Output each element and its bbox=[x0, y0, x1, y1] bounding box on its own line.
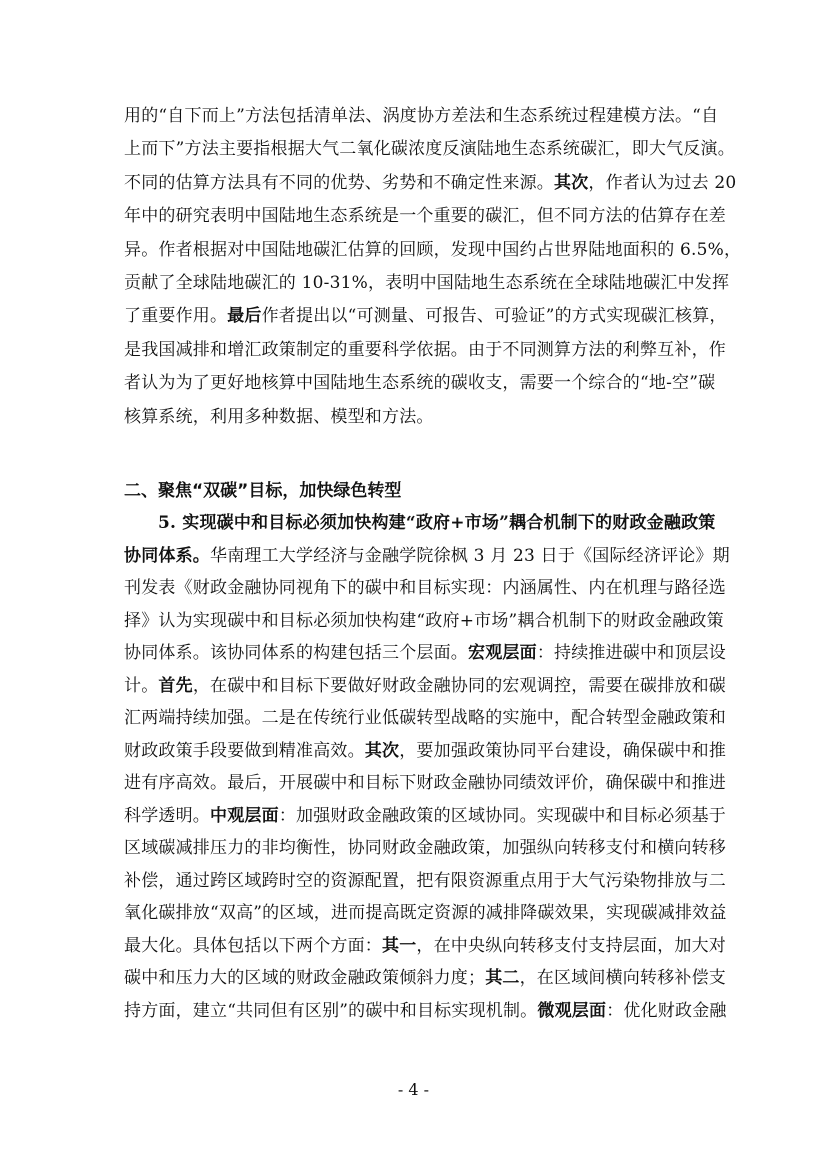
text-run: 华南理工大学经济与金融学院徐枫 3 月 23 日于《国际经济评论》期 bbox=[210, 545, 730, 566]
text-run: ，在区域间横向转移补偿支 bbox=[519, 968, 727, 988]
text-line bbox=[124, 870, 726, 893]
text-run: ：持续推进碳中和顶层设 bbox=[536, 643, 727, 663]
text-run: 协同体系。该协同体系的构建包括三个层面。 bbox=[124, 643, 468, 663]
text-run: 者认为为了更好地核算中国陆地生态系统的碳收支，需要一个综合的“地-空”碳 bbox=[124, 373, 716, 394]
text-run: ，在中央纵向转移支付支持层面，加大对 bbox=[416, 935, 727, 956]
bold-text-run: 首先 bbox=[158, 675, 193, 696]
text-line bbox=[124, 708, 726, 730]
section-heading: 二、聚焦“双碳”目标，加快绿色转型 bbox=[124, 481, 402, 501]
text-run: 是我国减排和增汇政策制定的重要科学依据。由于不同测算方法的利弊互补，作 bbox=[124, 339, 726, 360]
text-run: ，作者认为过去 20 bbox=[588, 172, 737, 193]
text-run: 汇两端持续加强。二是在传统行业低碳转型战略的实施中，配合转型金融政策和 bbox=[124, 708, 726, 728]
text-line bbox=[124, 139, 735, 161]
text-run: ，在碳中和目标下要做好财政金融协同的宏观调控，需要在碳排放和碳 bbox=[192, 675, 727, 696]
text-run: 持方面，建立“共同但有区别”的碳中和目标实现机制。 bbox=[124, 1000, 538, 1021]
bold-text-run: 5. 实现碳中和目标必须加快构建“政府+市场”耦合机制下的财政金融政策 bbox=[158, 513, 716, 533]
text-run: 贡献了全球陆地碳汇的 10-31%，表明中国陆地生态系统在全球陆地碳汇中发挥 bbox=[124, 273, 730, 293]
bold-text-run: 其二 bbox=[485, 968, 520, 988]
text-line bbox=[124, 545, 730, 568]
text-line bbox=[124, 675, 727, 698]
text-run: 刊发表《财政金融协同视角下的碳中和目标实现：内涵属性、内在机理与路径选 bbox=[124, 578, 726, 598]
text-run: 核算系统，利用多种数据、模型和方法。 bbox=[124, 406, 434, 427]
text-line bbox=[124, 643, 727, 665]
text-run: 计。 bbox=[124, 675, 159, 696]
text-line bbox=[124, 935, 727, 958]
text-line bbox=[124, 805, 727, 828]
text-run: 作者提出以“可测量、可报告、可验证”的方式实现碳汇核算， bbox=[261, 306, 727, 327]
text-run: ，要加强政策协同平台建设，确保碳中和推 bbox=[399, 740, 727, 761]
text-line bbox=[124, 1000, 727, 1023]
bold-text-run: 中观层面 bbox=[210, 805, 279, 826]
bold-text-run: 其一 bbox=[382, 935, 417, 956]
bold-text-run: 其次 bbox=[554, 172, 589, 193]
text-line bbox=[124, 407, 712, 429]
text-run: ：优化财政金融 bbox=[606, 1000, 727, 1021]
text-run: 补偿，通过跨区域跨时空的资源配置，把有限资源重点用于大气污染物排放与二 bbox=[124, 870, 726, 891]
page-number: - 4 - bbox=[397, 1080, 430, 1099]
text-run: ：加强财政金融政策的区域协同。实现碳中和目标必须基于 bbox=[278, 805, 727, 826]
text-run: 氧化碳排放“双高”的区域，进而提高既定资源的减排降碳效果，实现碳减排效益 bbox=[124, 903, 727, 923]
text-run: 碳中和压力大的区域的财政金融政策倾斜力度； bbox=[124, 968, 486, 988]
text-line bbox=[124, 273, 730, 295]
text-run: 年中的研究表明中国陆地生态系统是一个重要的碳汇，但不同方法的估算存在差 bbox=[124, 206, 726, 227]
text-line bbox=[124, 206, 726, 228]
text-line bbox=[124, 172, 737, 195]
text-line bbox=[124, 106, 719, 128]
text-line bbox=[124, 838, 726, 860]
text-run: 区域碳减排压力的非均衡性，协同财政金融政策，加强纵向转移支付和横向转移 bbox=[124, 838, 726, 858]
bold-text-run: 其次 bbox=[364, 740, 400, 761]
text-run: 最大化。具体包括以下两个方面： bbox=[124, 935, 382, 956]
bold-text-run: 微观层面 bbox=[537, 1000, 607, 1021]
text-line bbox=[124, 578, 726, 600]
text-line bbox=[124, 773, 726, 795]
text-run: 用的“自下而上”方法包括清单法、涡度协方差法和生态系统过程建模方法。“自 bbox=[124, 106, 719, 126]
text-line bbox=[124, 610, 724, 633]
text-run: 财政政策手段要做到精准高效。 bbox=[124, 740, 365, 761]
text-line bbox=[158, 513, 716, 535]
text-run: 不同的估算方法具有不同的优势、劣势和不确定性来源。 bbox=[124, 172, 554, 193]
text-run: 科学透明。 bbox=[124, 805, 210, 826]
text-line bbox=[124, 968, 727, 990]
text-line bbox=[124, 306, 727, 328]
bold-text-run: 最后 bbox=[227, 306, 262, 327]
text-line bbox=[124, 740, 727, 763]
text-run: 了重要作用。 bbox=[124, 306, 228, 327]
text-line bbox=[124, 239, 742, 262]
text-run: 异。作者根据对中国陆地碳汇估算的回顾，发现中国约占世界陆地面积的 6.5%， bbox=[124, 239, 742, 260]
bold-text-run: 宏观层面 bbox=[468, 643, 537, 663]
text-run: 进有序高效。最后，开展碳中和目标下财政金融协同绩效评价，确保碳中和推进 bbox=[124, 773, 726, 793]
text-line bbox=[124, 903, 727, 925]
text-line bbox=[124, 373, 716, 395]
text-run: 择》认为实现碳中和目标必须加快构建“政府+市场”耦合机制下的财政金融政策 bbox=[124, 610, 724, 631]
text-line bbox=[124, 339, 726, 362]
bold-text-run: 协同体系。 bbox=[124, 545, 210, 566]
text-run: 上而下”方法主要指根据大气二氧化碳浓度反演陆地生态系统碳汇，即大气反演。 bbox=[124, 139, 735, 160]
